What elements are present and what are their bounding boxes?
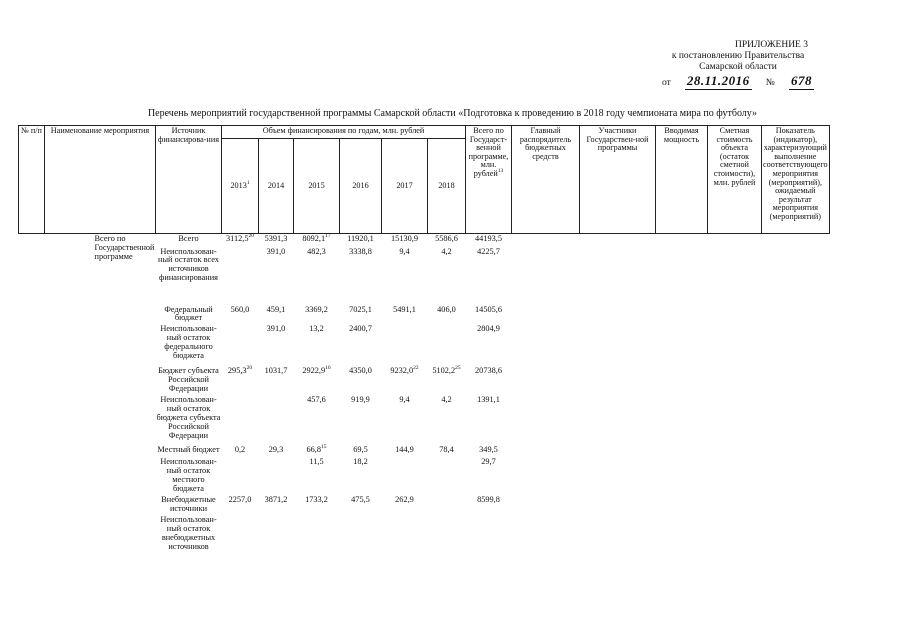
- value-text: 9,4: [399, 246, 410, 256]
- value-footnote: 25: [455, 365, 461, 372]
- cell-num: [19, 515, 45, 555]
- cell-value: [340, 234, 382, 247]
- header-source: Источник финансирова-ния: [156, 126, 222, 234]
- cell-value: [294, 445, 340, 457]
- value-text: 66,8: [306, 445, 322, 455]
- cell-value: [340, 366, 382, 395]
- value-text: 262,9: [395, 495, 414, 505]
- cell-empty: [762, 515, 830, 555]
- header-year: 2017: [382, 139, 428, 234]
- header-volume: Объем финансирования по годам, млн. рублей: [222, 126, 466, 139]
- cell-value: [222, 305, 259, 325]
- cell-empty: [708, 457, 762, 495]
- header-indicator: Показатель (индикатор), характеризующий выполнение соответствующего мероприятия (мероприятий), ожидаемый результат мероприятия (мероприятий): [762, 126, 830, 234]
- cell-value: [428, 305, 466, 325]
- value-text: 0,2: [234, 445, 246, 455]
- cell-value: [428, 247, 466, 305]
- cell-total: 2804,9: [477, 324, 500, 334]
- cell-empty: [762, 366, 830, 395]
- cell-value: [222, 445, 259, 457]
- cell-empty: [708, 515, 762, 555]
- document-title: Перечень мероприятий государственной программы Самарской области «Подготовка к проведению в 2018 году чемпионата мира по футболу»: [147, 108, 758, 119]
- appendix-title: ПРИЛОЖЕНИЕ 3: [734, 40, 808, 50]
- cell-value: [294, 234, 340, 247]
- cell-value: [382, 495, 428, 515]
- cell-num: [19, 445, 45, 457]
- cell-value: [340, 457, 382, 495]
- value-footnote: 20: [248, 233, 254, 239]
- cell-source: Неиспользован-ный остаток бюджета субъекта Российской Федерации: [156, 395, 221, 441]
- value-text: 475,5: [351, 495, 370, 505]
- cell-empty: [708, 495, 762, 515]
- cell-num: [19, 247, 45, 305]
- cell-value: [340, 324, 382, 366]
- cell-value: [259, 366, 294, 395]
- cell-num: [19, 234, 45, 247]
- cell-value: [428, 515, 466, 555]
- value-text: 5102,2: [432, 366, 456, 376]
- table-body: [19, 234, 830, 555]
- value-text: 406,0: [437, 304, 456, 314]
- value-text: 3338,8: [349, 246, 372, 256]
- cell-value: [340, 515, 382, 555]
- value-text: 457,6: [307, 395, 326, 405]
- cell-empty: [708, 366, 762, 395]
- cell-value: [294, 305, 340, 325]
- value-text: 5391,3: [264, 234, 288, 243]
- cell-empty: [512, 234, 580, 247]
- cell-empty: [512, 305, 580, 325]
- value-footnote: 20: [246, 365, 253, 372]
- cell-empty: [762, 324, 830, 366]
- cell-value: [259, 324, 294, 366]
- cell-source: Неиспользован-ный остаток федерального бюджета: [160, 324, 217, 361]
- cell-value: [222, 234, 259, 247]
- cell-source: Федеральный бюджет: [164, 304, 213, 323]
- value-text: 7025,1: [349, 304, 372, 314]
- header-participants: Участники Государствен-ной программы: [580, 126, 656, 234]
- value-text: 3112,5: [225, 234, 249, 243]
- value-text: 391,0: [266, 246, 286, 256]
- cell-total: 44193,5: [475, 234, 502, 243]
- cell-value: [340, 247, 382, 305]
- header-num: № п/п: [19, 126, 45, 234]
- value-text: 919,9: [351, 395, 370, 405]
- cell-value: [259, 515, 294, 555]
- cell-empty: [580, 305, 656, 325]
- cell-value: [222, 457, 259, 495]
- value-text: 13,2: [309, 324, 324, 334]
- cell-source: Всего: [178, 234, 199, 243]
- cell-empty: [580, 515, 656, 555]
- cell-source: Местный бюджет: [157, 445, 220, 455]
- appendix-from: от: [662, 77, 671, 88]
- header-total: Всего по Государст-венной программе, млн. рублей$^{13}$: [466, 126, 512, 234]
- cell-value: [382, 234, 428, 247]
- cell-empty: [708, 247, 762, 305]
- appendix-number: 678: [790, 72, 812, 88]
- cell-empty: [708, 234, 762, 247]
- cell-empty: [512, 457, 580, 495]
- appendix-date-row: [662, 74, 814, 90]
- cell-empty: [512, 366, 580, 395]
- value-text: 1031,7: [264, 366, 288, 376]
- cell-value: [259, 234, 294, 247]
- cell-empty: [656, 324, 708, 366]
- cell-value: [259, 247, 294, 305]
- cell-empty: [708, 395, 762, 445]
- cell-source: Неиспользован-ный остаток внебюджетных источников: [160, 514, 217, 551]
- cell-value: [294, 395, 340, 445]
- appendix-line-2: Самарской области: [699, 61, 777, 72]
- cell-empty: [762, 305, 830, 325]
- value-footnote: 17: [325, 233, 331, 239]
- cell-num: [19, 457, 45, 495]
- cell-total: 14505,6: [475, 304, 502, 314]
- cell-value: [340, 395, 382, 445]
- header-year: 2013$^1$: [222, 139, 259, 234]
- value-text: 144,9: [395, 445, 414, 455]
- cell-empty: [656, 495, 708, 515]
- cell-empty: [656, 247, 708, 305]
- cell-total: 349,5: [479, 445, 498, 455]
- cell-source: Бюджет субъекта Российской Федерации: [158, 366, 219, 394]
- value-text: 78,4: [439, 445, 454, 455]
- cell-value: [382, 366, 428, 395]
- cell-value: [222, 324, 259, 366]
- cell-empty: [512, 495, 580, 515]
- cell-value: [382, 395, 428, 445]
- cell-value: [428, 395, 466, 445]
- value-text: 4,2: [441, 246, 452, 256]
- cell-total: 8599,8: [477, 495, 500, 505]
- cell-value: [428, 445, 466, 457]
- appendix-line-1: к постановлению Правительства: [671, 50, 805, 61]
- header-capacity: Вводимая мощность: [656, 126, 708, 234]
- cell-empty: [512, 395, 580, 445]
- cell-value: [259, 445, 294, 457]
- cell-empty: [656, 234, 708, 247]
- value-text: 9,4: [399, 395, 410, 405]
- cell-empty: [580, 395, 656, 445]
- cell-value: [340, 305, 382, 325]
- cell-empty: [656, 395, 708, 445]
- cell-source: Внебюджетные источники: [161, 495, 216, 514]
- cell-empty: [708, 324, 762, 366]
- cell-value: [428, 234, 466, 247]
- cell-value: [428, 495, 466, 515]
- cell-num: [19, 324, 45, 366]
- header-year: 2015: [294, 139, 340, 234]
- cell-value: [259, 395, 294, 445]
- cell-value: [294, 366, 340, 395]
- value-text: 69,5: [353, 445, 368, 455]
- cell-total: 1391,1: [477, 395, 500, 405]
- cell-value: [222, 395, 259, 445]
- cell-empty: [656, 445, 708, 457]
- cell-value: [259, 457, 294, 495]
- cell-empty: [762, 495, 830, 515]
- cell-value: [382, 305, 428, 325]
- value-text: 3369,2: [305, 304, 328, 314]
- value-footnote: 16: [325, 365, 331, 372]
- header-year: 2018: [428, 139, 466, 234]
- cell-value: [428, 324, 466, 366]
- cell-value: [222, 495, 259, 515]
- cell-empty: [762, 247, 830, 305]
- appendix-num-label: №: [765, 77, 775, 88]
- value-text: 1733,2: [305, 495, 328, 505]
- cell-total: 29,7: [481, 457, 496, 467]
- value-text: 2257,0: [228, 495, 252, 505]
- cell-value: [382, 445, 428, 457]
- cell-empty: [656, 457, 708, 495]
- cell-value: [382, 515, 428, 555]
- value-text: 482,3: [307, 246, 326, 256]
- cell-total: 20738,6: [475, 366, 502, 376]
- cell-empty: [656, 515, 708, 555]
- cell-empty: [762, 395, 830, 445]
- cell-empty: [762, 234, 830, 247]
- cell-empty: [580, 495, 656, 515]
- cell-total: 4225,7: [477, 246, 500, 256]
- value-footnote: 22: [413, 365, 419, 372]
- cell-source: Неиспользован-ный остаток всех источников финансирования: [158, 246, 219, 283]
- value-text: 11920,1: [347, 234, 374, 243]
- cell-num: [19, 495, 45, 515]
- value-text: 5491,1: [393, 304, 416, 314]
- cell-value: [382, 247, 428, 305]
- cell-empty: [512, 247, 580, 305]
- cell-empty: [708, 305, 762, 325]
- value-footnote: 15: [321, 444, 327, 451]
- cell-empty: [762, 457, 830, 495]
- cell-empty: [580, 457, 656, 495]
- header-name: Наименование мероприятия: [45, 126, 156, 234]
- cell-value: [428, 366, 466, 395]
- value-text: 18,2: [353, 457, 368, 467]
- cell-num: [19, 305, 45, 325]
- value-text: 4,2: [441, 395, 452, 405]
- header-year: 2014: [259, 139, 294, 234]
- header-manager: Главный распорядитель бюджетных средств: [512, 126, 580, 234]
- cell-empty: [512, 515, 580, 555]
- value-text: 5586,6: [435, 234, 458, 243]
- cell-value: [222, 247, 259, 305]
- cell-total: [466, 515, 512, 555]
- cell-value: [222, 366, 259, 395]
- cell-empty: [580, 445, 656, 457]
- cell-empty: [512, 324, 580, 366]
- cell-value: [259, 305, 294, 325]
- cell-empty: [656, 366, 708, 395]
- value-text: 560,0: [230, 304, 250, 314]
- cell-value: [382, 324, 428, 366]
- cell-value: [428, 457, 466, 495]
- cell-empty: [512, 445, 580, 457]
- appendix-block: [662, 40, 814, 90]
- cell-value: [294, 457, 340, 495]
- cell-value: [294, 324, 340, 366]
- cell-empty: [580, 324, 656, 366]
- cell-value: [340, 495, 382, 515]
- program-table: [18, 125, 830, 555]
- table-row: [19, 234, 830, 247]
- value-text: 8092,1: [302, 234, 326, 243]
- value-text: 295,3: [227, 366, 247, 376]
- value-text: 2400,7: [349, 324, 372, 334]
- cell-empty: [580, 247, 656, 305]
- cell-value: [259, 495, 294, 515]
- cell-value: [294, 247, 340, 305]
- cell-empty: [656, 305, 708, 325]
- cell-source: Неиспользован-ный остаток местного бюджета: [160, 457, 217, 494]
- value-text: 9232,0: [390, 366, 414, 376]
- cell-empty: [580, 366, 656, 395]
- cell-value: [294, 495, 340, 515]
- cell-num: [19, 366, 45, 395]
- value-text: 29,3: [268, 445, 284, 455]
- cell-value: [222, 515, 259, 555]
- value-text: 391,0: [266, 324, 286, 334]
- cell-num: [19, 395, 45, 445]
- cell-empty: [580, 234, 656, 247]
- value-text: 459,1: [266, 304, 286, 314]
- cell-value: [294, 515, 340, 555]
- value-text: 11,5: [309, 457, 324, 467]
- value-text: 4350,0: [349, 366, 372, 376]
- value-text: 15130,9: [391, 234, 418, 243]
- cell-empty: [708, 445, 762, 457]
- cell-value: [340, 445, 382, 457]
- cell-value: [382, 457, 428, 495]
- cell-empty: [762, 445, 830, 457]
- appendix-date: 28.11.2016: [686, 72, 750, 88]
- value-text: 2922,9: [302, 366, 326, 376]
- cell-event-name: Всего по Государственной программе: [94, 234, 155, 261]
- value-text: 3871,2: [264, 495, 288, 505]
- header-estimate: Сметная стоимость объекта (остаток сметной стоимости), млн. рублей: [708, 126, 762, 234]
- header-year: 2016: [340, 139, 382, 234]
